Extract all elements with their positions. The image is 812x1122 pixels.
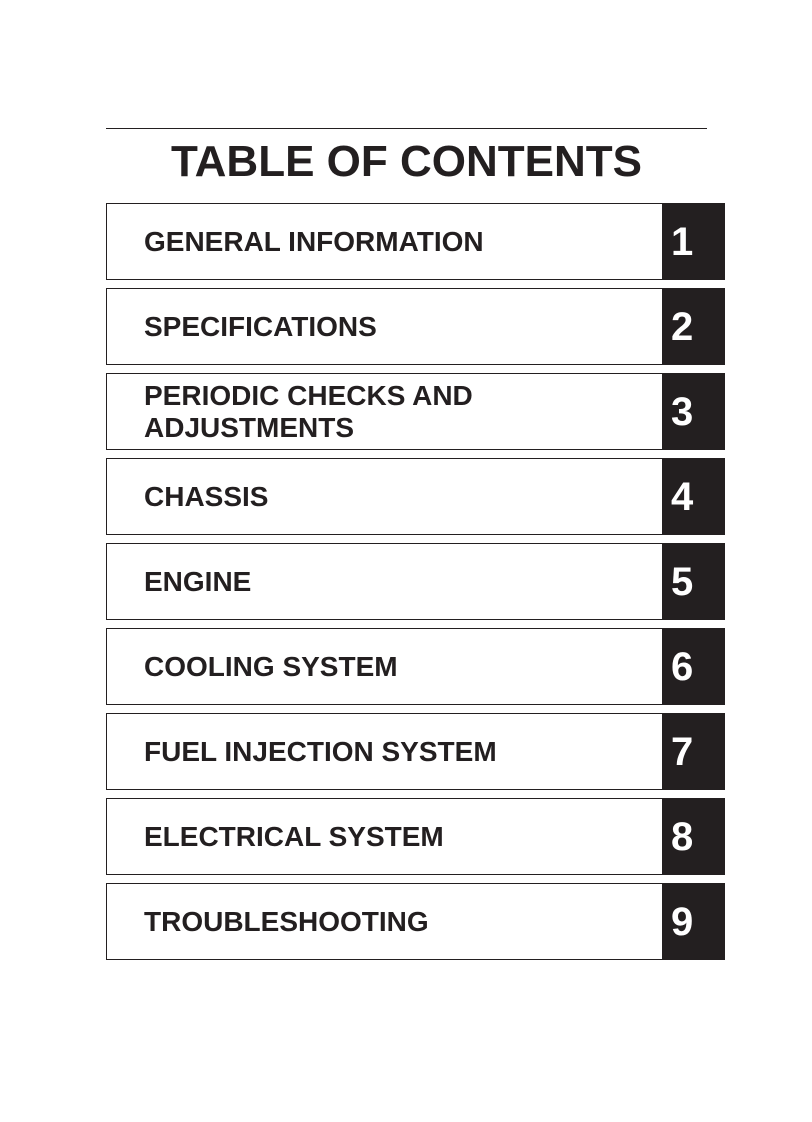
toc-label: ENGINE (144, 565, 252, 597)
chapter-tab (663, 203, 725, 280)
toc-label: FUEL INJECTION SYSTEM (144, 735, 497, 767)
chapter-number: 8 (671, 814, 694, 859)
toc-label-box (106, 543, 663, 620)
toc-item-general-information[interactable] (106, 203, 725, 280)
toc-label-box (106, 883, 663, 960)
toc-item-fuel-injection-system[interactable] (106, 713, 725, 790)
toc-label: SPECIFICATIONS (144, 310, 377, 342)
title-rule (106, 128, 707, 129)
toc-label: TROUBLESHOOTING (144, 905, 429, 937)
chapter-tab (663, 713, 725, 790)
toc-label: ELECTRICAL SYSTEM (144, 820, 444, 852)
toc-item-troubleshooting[interactable] (106, 883, 725, 960)
chapter-tab (663, 628, 725, 705)
chapter-number: 2 (671, 304, 694, 349)
toc-label-box (106, 798, 663, 875)
toc-list (106, 203, 725, 968)
chapter-number: 6 (671, 644, 694, 689)
page-title: TABLE OF CONTENTS (171, 137, 642, 186)
toc-label-box (106, 373, 663, 450)
chapter-number: 3 (671, 389, 694, 434)
chapter-tab (663, 458, 725, 535)
toc-label-box (106, 458, 663, 535)
toc-label-box (106, 713, 663, 790)
toc-item-chassis[interactable] (106, 458, 725, 535)
toc-label: PERIODIC CHECKS AND ADJUSTMENTS (144, 379, 473, 443)
toc-label-box (106, 203, 663, 280)
toc-item-periodic-checks[interactable] (106, 373, 725, 450)
chapter-number: 4 (671, 474, 694, 519)
chapter-tab (663, 373, 725, 450)
toc-item-electrical-system[interactable] (106, 798, 725, 875)
chapter-number: 7 (671, 729, 694, 774)
chapter-tab (663, 883, 725, 960)
toc-item-engine[interactable] (106, 543, 725, 620)
toc-label: COOLING SYSTEM (144, 650, 398, 682)
toc-label-box (106, 288, 663, 365)
chapter-number: 1 (671, 219, 694, 264)
toc-item-specifications[interactable] (106, 288, 725, 365)
chapter-tab (663, 288, 725, 365)
toc-label: CHASSIS (144, 480, 269, 512)
chapter-number: 5 (671, 559, 694, 604)
chapter-number: 9 (671, 899, 694, 944)
toc-label-box (106, 628, 663, 705)
toc-item-cooling-system[interactable] (106, 628, 725, 705)
chapter-tab (663, 543, 725, 620)
toc-label: GENERAL INFORMATION (144, 225, 484, 257)
chapter-tab (663, 798, 725, 875)
